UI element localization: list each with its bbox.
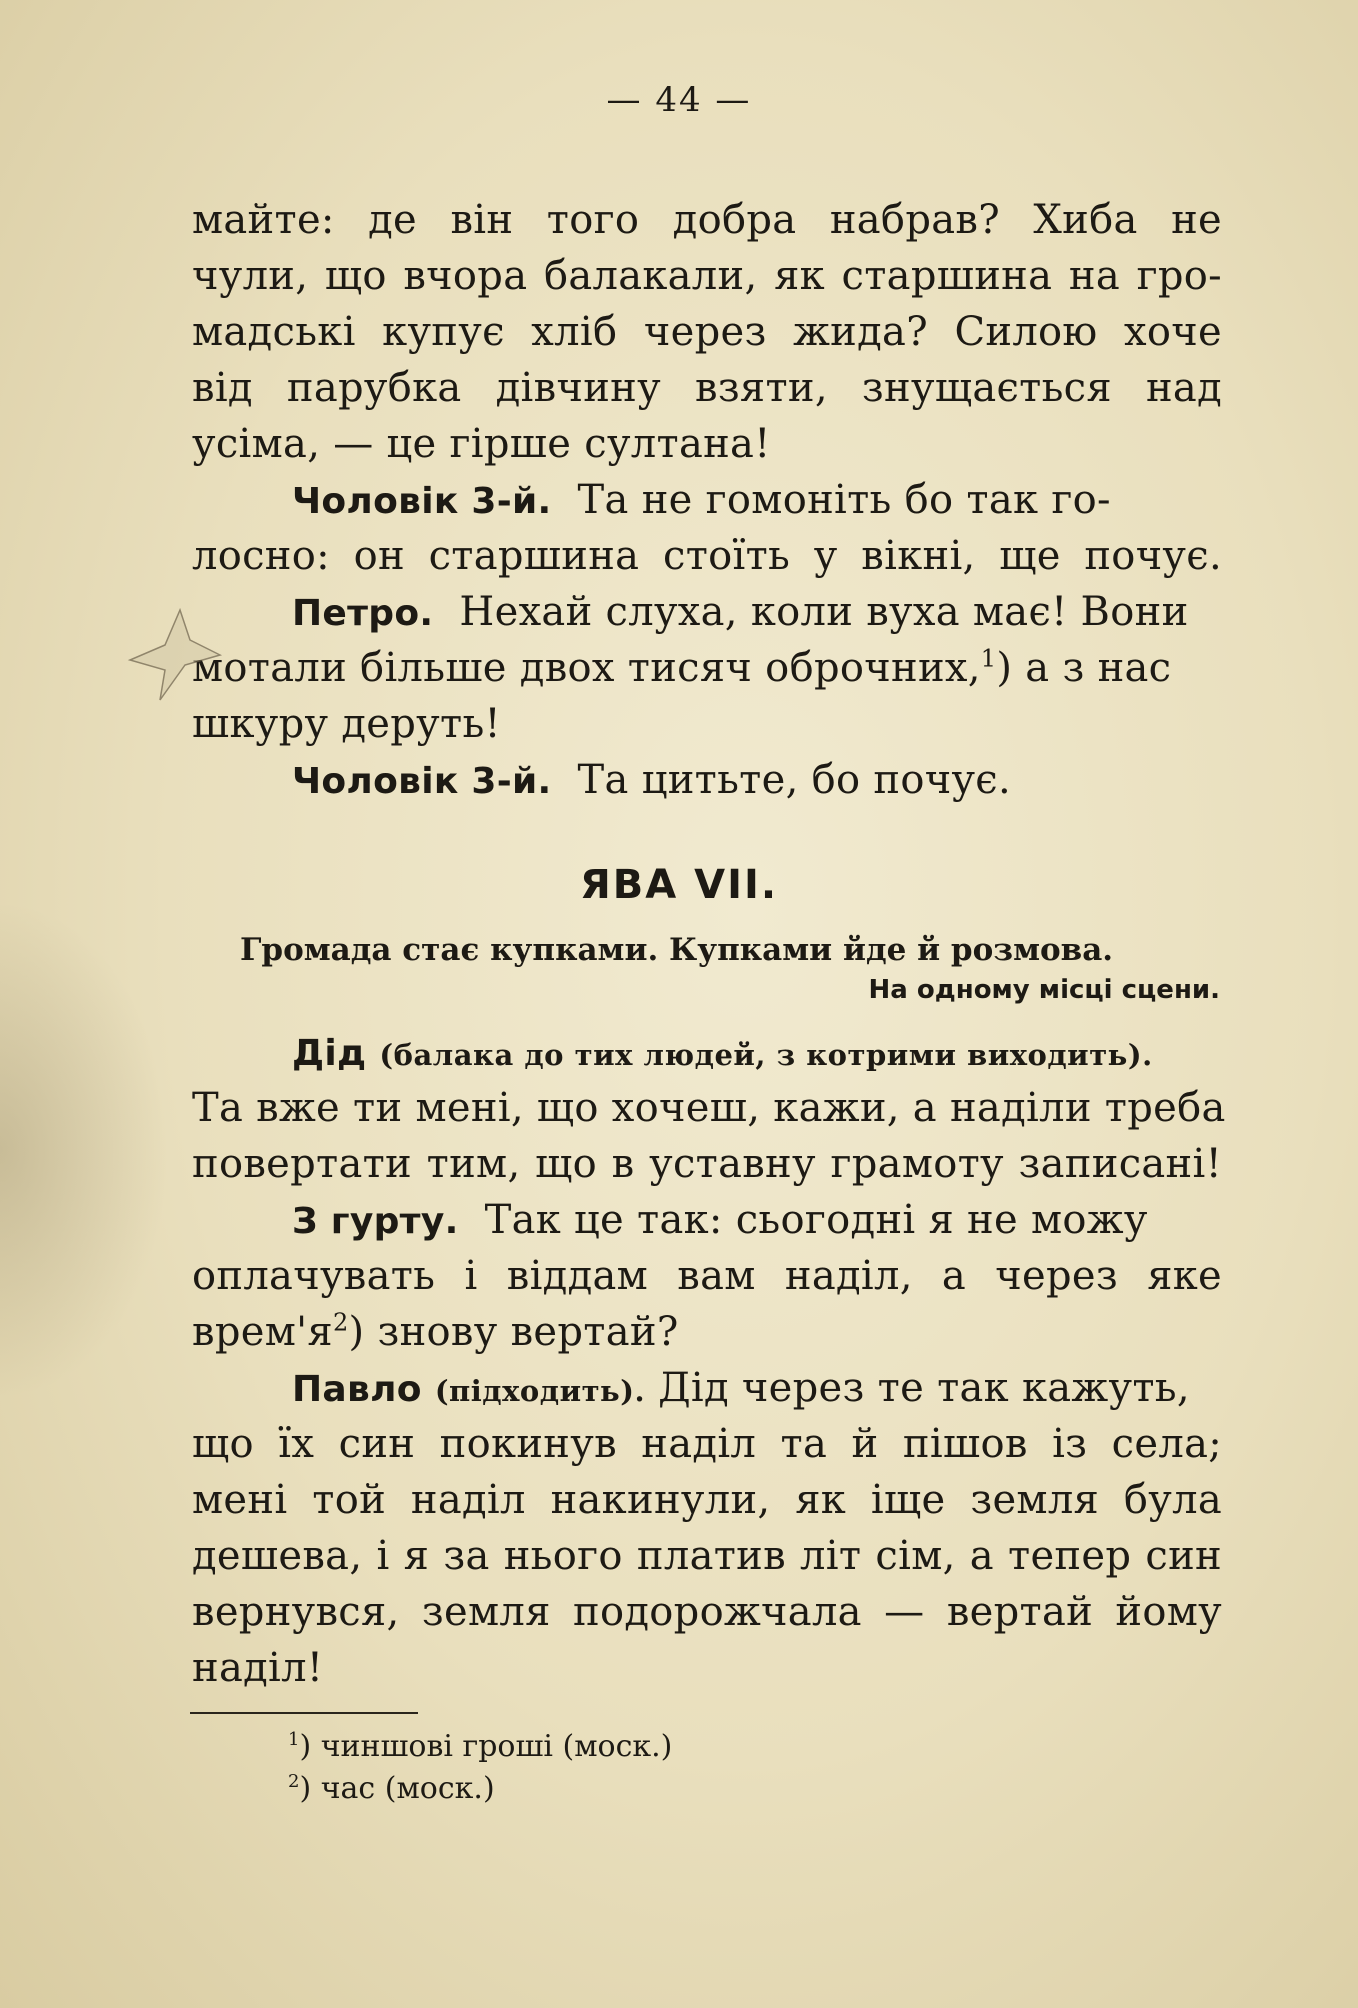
speaker-name: Петро. — [292, 593, 434, 634]
footnote-ref: 1 — [980, 644, 997, 673]
dialogue-line — [192, 1192, 1222, 1248]
page-number: — 44 — — [606, 80, 752, 120]
footnote-mark: 1 — [288, 1729, 300, 1750]
text-line: лосно: он старшина стоїть у вікні, ще почує. — [192, 533, 1222, 579]
scene-heading: ЯВА VII. — [579, 862, 779, 908]
footnote — [288, 1768, 672, 1810]
speaker-name: Дід — [292, 1033, 367, 1074]
speech-text: Так це так: сьогодні я не можу — [484, 1197, 1148, 1243]
speech-text: врем'я — [192, 1309, 333, 1355]
footnote-text: ) чиншові гроші (моск.) — [299, 1729, 673, 1764]
speaker-name: Павло — [292, 1369, 422, 1410]
footnote-rule — [190, 1712, 418, 1714]
text-line: чули, що вчора балакали, як старшина на гро- — [192, 253, 1222, 299]
text-line: майте: де він того добра набрав? Хиба не — [192, 197, 1222, 243]
speech-text: Та не гомоніть бо так го- — [577, 477, 1111, 523]
speaker-name: Чоловік 3-й. — [292, 761, 552, 802]
dialogue-line — [192, 752, 1222, 808]
text-line — [192, 1304, 1222, 1360]
speech-text: ) а з нас — [996, 645, 1172, 691]
speaker-name: Чоловік 3-й. — [292, 481, 552, 522]
dialogue-line — [192, 1360, 1222, 1416]
page-stain — [0, 900, 170, 1400]
speech-text: Та цитьте, бо почує. — [577, 757, 1012, 803]
dialogue-line — [192, 584, 1222, 640]
text-line: дешева, і я за нього платив літ сім, а тепер син — [192, 1533, 1222, 1579]
text-line: мені той наділ накинули, як іще земля була — [192, 1477, 1222, 1523]
text-line: шкуру деруть! — [192, 701, 501, 747]
text-line: Та вже ти мені, що хочеш, кажи, а наділи треба — [192, 1085, 1226, 1131]
text-line: наділ! — [192, 1645, 324, 1691]
dialogue-line — [192, 472, 1222, 528]
dialogue-line — [192, 1024, 1222, 1080]
speech-text: ) знову вертай? — [348, 1309, 679, 1355]
text-block-lower — [192, 1024, 1226, 1696]
footnote-mark: 2 — [288, 1771, 300, 1792]
text-line: від парубка дівчину взяти, знущається над — [192, 365, 1222, 411]
scene-direction: Громада стає купками. Купками йде й розмова. — [240, 932, 1114, 968]
stage-direction: (балака до тих людей, з котрими виходить). — [379, 1038, 1153, 1072]
text-line: що їх син покинув наділ та й пішов із села; — [192, 1421, 1222, 1467]
speech-text: мотали більше двох тисяч оброчних, — [192, 645, 981, 691]
text-line: оплачувать і віддам вам наділ, а через яке — [192, 1253, 1222, 1299]
footnote — [288, 1726, 672, 1768]
speech-text: Нехай слуха, коли вуха має! Вони — [459, 589, 1189, 635]
text-line: повертати тим, що в уставну грамоту записані! — [192, 1141, 1222, 1187]
paper-tear-icon — [120, 600, 230, 710]
text-line: вернувся, земля подорожчала — вертай йому — [192, 1589, 1222, 1635]
text-block-upper — [192, 192, 1222, 808]
stage-direction: (підходить). — [434, 1374, 646, 1408]
speaker-name: З гурту. — [292, 1201, 459, 1242]
text-line: усіма, — це гірше султана! — [192, 421, 771, 467]
footnote-ref: 2 — [332, 1308, 349, 1337]
footnote-text: ) час (моск.) — [299, 1771, 495, 1806]
footnotes — [288, 1726, 672, 1810]
scene-location: На одному місці сцени. — [868, 975, 1220, 1005]
text-line — [192, 640, 1222, 696]
text-line: мадські купує хліб через жида? Силою хоче — [192, 309, 1222, 355]
speech-text: Дід через те так кажуть, — [658, 1365, 1190, 1411]
